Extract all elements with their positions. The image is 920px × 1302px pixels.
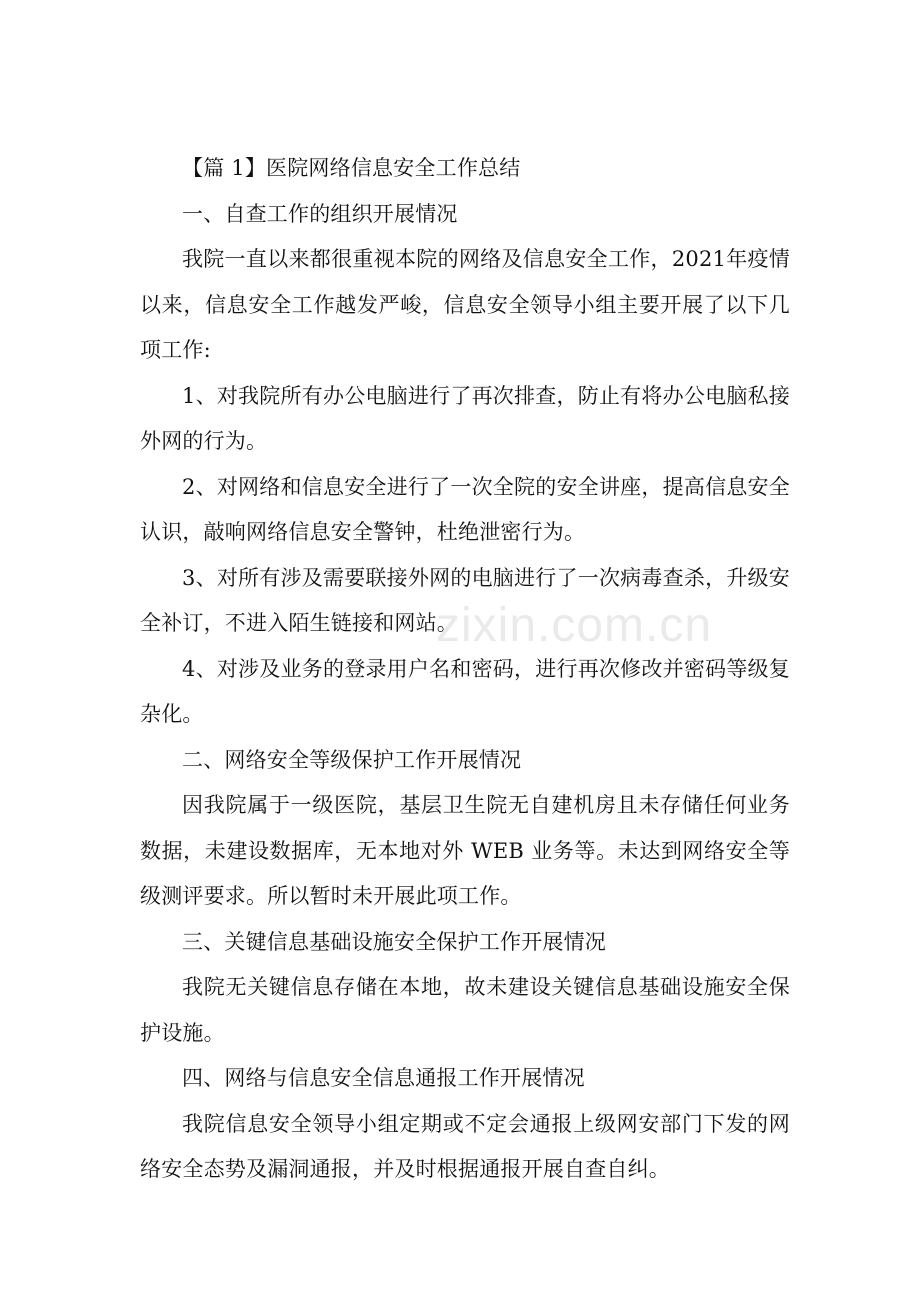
body-paragraph: 我院一直以来都很重视本院的网络及信息安全工作，2021年疫情以来，信息安全工作越发严峻，信息安全领导小组主要开展了以下几项工作: bbox=[140, 247, 790, 362]
list-item-3: 3、对所有涉及需要联接外网的电脑进行了一次病毒查杀，升级安全补订，不进入陌生链接和网站。 bbox=[140, 565, 790, 635]
document-title: 【篇 1】医院网络信息安全工作总结 bbox=[182, 156, 521, 180]
list-item-2: 2、对网络和信息安全进行了一次全院的安全讲座，提高信息安全认识，敲响网络信息安全警钟，杜绝泄密行为。 bbox=[140, 474, 790, 544]
list-item-4: 4、对涉及业务的登录用户名和密码，进行再次修改并密码等级复杂化。 bbox=[140, 656, 790, 726]
document-body bbox=[140, 146, 790, 1193]
watermark: zixin.com.cn bbox=[436, 599, 713, 652]
body-paragraph: 我院无关键信息存储在本地，故未建设关键信息基础设施安全保护设施。 bbox=[140, 975, 790, 1045]
section-heading-3: 三、关键信息基础设施安全保护工作开展情况 bbox=[182, 929, 606, 954]
section-heading-2: 二、网络安全等级保护工作开展情况 bbox=[182, 747, 522, 772]
section-heading-1: 一、自查工作的组织开展情况 bbox=[182, 201, 458, 226]
list-item-1: 1、对我院所有办公电脑进行了再次排查，防止有将办公电脑私接外网的行为。 bbox=[140, 383, 790, 453]
body-paragraph: 我院信息安全领导小组定期或不定会通报上级网安部门下发的网络安全态势及漏洞通报，并及时根据通报开展自查自纠。 bbox=[140, 1111, 790, 1181]
section-heading-4: 四、网络与信息安全信息通报工作开展情况 bbox=[182, 1066, 585, 1090]
body-paragraph: 因我院属于一级医院，基层卫生院无自建机房且未存储任何业务数据，未建设数据库，无本地对外 WEB 业务等。未达到网络安全等级测评要求。所以暂时未开展此项工作。 bbox=[140, 793, 790, 908]
